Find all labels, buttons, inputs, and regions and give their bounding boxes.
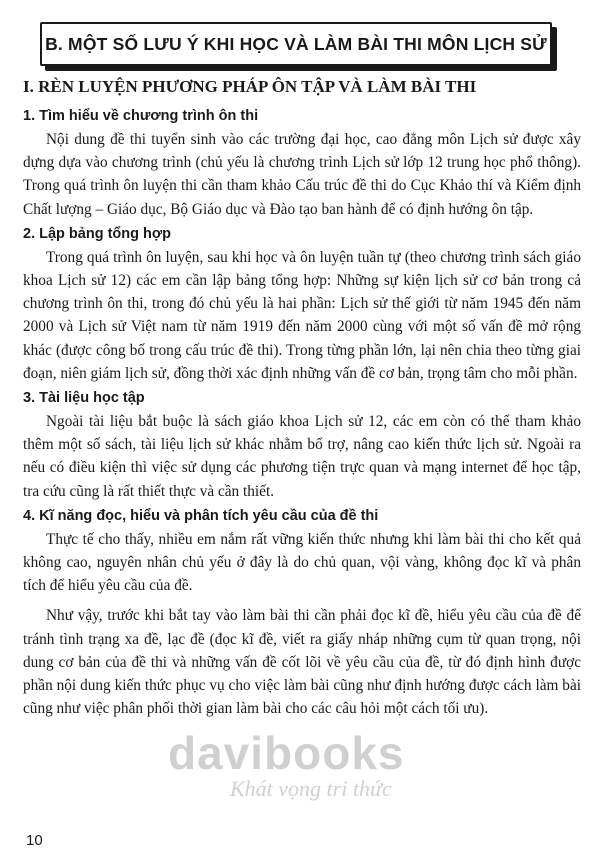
subsection-heading-4: 4. Kĩ năng đọc, hiểu và phân tích yêu cầu của đề thi bbox=[23, 507, 379, 524]
paragraph: Như vậy, trước khi bắt tay vào làm bài thi cần phải đọc kĩ đề, hiểu yêu cầu của đề để tránh tình trạng xa đề, lạc đề (đọc kĩ đề, viết ra giấy nháp những cụm từ quan trọng, nội dung cơ bản của đề thi và những vấn đề cốt lõi về yêu cầu của đề, từ đó định hình được phần nội dung kiến thức phục vụ cho việc làm bài cũng như định hướng được cách làm bài cũng như việc phân phối thời gian làm bài cho các câu hỏi một cách tối ưu). bbox=[23, 607, 581, 718]
paragraph: Ngoài tài liệu bắt buộc là sách giáo khoa Lịch sử 12, các em còn có thể tham khảo thêm một số sách, tài liệu lịch sử khác nhằm bổ trợ, nâng cao kiến thức lịch sử. Ngoài ra nếu có điều kiện thì việc sử dụng các phương tiện trực quan và mạng internet để học tập, tra cứu cũng là rất thiết thực và cần thiết. bbox=[23, 413, 581, 500]
page-title-box bbox=[40, 22, 552, 66]
paragraph: Nội dung đề thi tuyển sinh vào các trường đại học, cao đẳng môn Lịch sử được xây dựng dựa vào chương trình (chủ yếu là chương trình Lịch sử lớp 12 trung học phổ thông). Trong quá trình ôn luyện thi cần tham khảo Cấu trúc đề thi do Cục Khảo thí và Kiểm định Chất lượng – Giáo dục, Bộ Giáo dục và Đào tạo ban hành để có định hướng ôn tập. bbox=[23, 131, 581, 218]
watermark bbox=[168, 727, 468, 802]
paragraph: Trong quá trình ôn luyện, sau khi học và ôn luyện tuần tự (theo chương trình sách giáo khoa Lịch sử 12) các em cần lập bảng tổng hợp: Những sự kiện lịch sử cơ bản trong cả chương trình ôn thi, trong đó chủ yếu là hai phần: Lịch sử thế giới từ năm 1945 đến năm 2000 và Lịch sử Việt nam từ năm 1919 đến năm 2000 cùng với một số vấn đề mở rộng khác (được công bố trong cấu trúc đề thi). Trong từng phần lớn, lại nên chia theo từng giai đoạn, niên giám lịch sử, đồng thời xác định những vấn đề cơ bản, trọng tâm cho mỗi phần. bbox=[23, 248, 581, 382]
subsection-heading-3: 3. Tài liệu học tập bbox=[23, 390, 145, 407]
page-number: 10 bbox=[26, 832, 43, 849]
section-heading: I. RÈN LUYỆN PHƯƠNG PHÁP ÔN TẬP VÀ LÀM BÀI THI bbox=[23, 77, 477, 96]
watermark-brand: davibooks bbox=[168, 727, 405, 779]
subsection-heading-1: 1. Tìm hiểu về chương trình ôn thi bbox=[23, 108, 259, 124]
content bbox=[23, 74, 581, 721]
paragraph: Thực tế cho thấy, nhiều em nắm rất vững kiến thức nhưng khi làm bài thi cho kết quả không cao, nguyên nhân chủ yếu ở đây là do chủ quan, vội vàng, không đọc kĩ và phân tích để hiểu yêu cầu của đề. bbox=[23, 530, 581, 595]
watermark-slogan: Khát vọng tri thức bbox=[230, 776, 392, 801]
page-title: B. MỘT SỐ LƯU Ý KHI HỌC VÀ LÀM BÀI THI MÔN LỊCH SỬ bbox=[45, 33, 547, 54]
subsection-heading-2: 2. Lập bảng tổng hợp bbox=[23, 225, 172, 242]
